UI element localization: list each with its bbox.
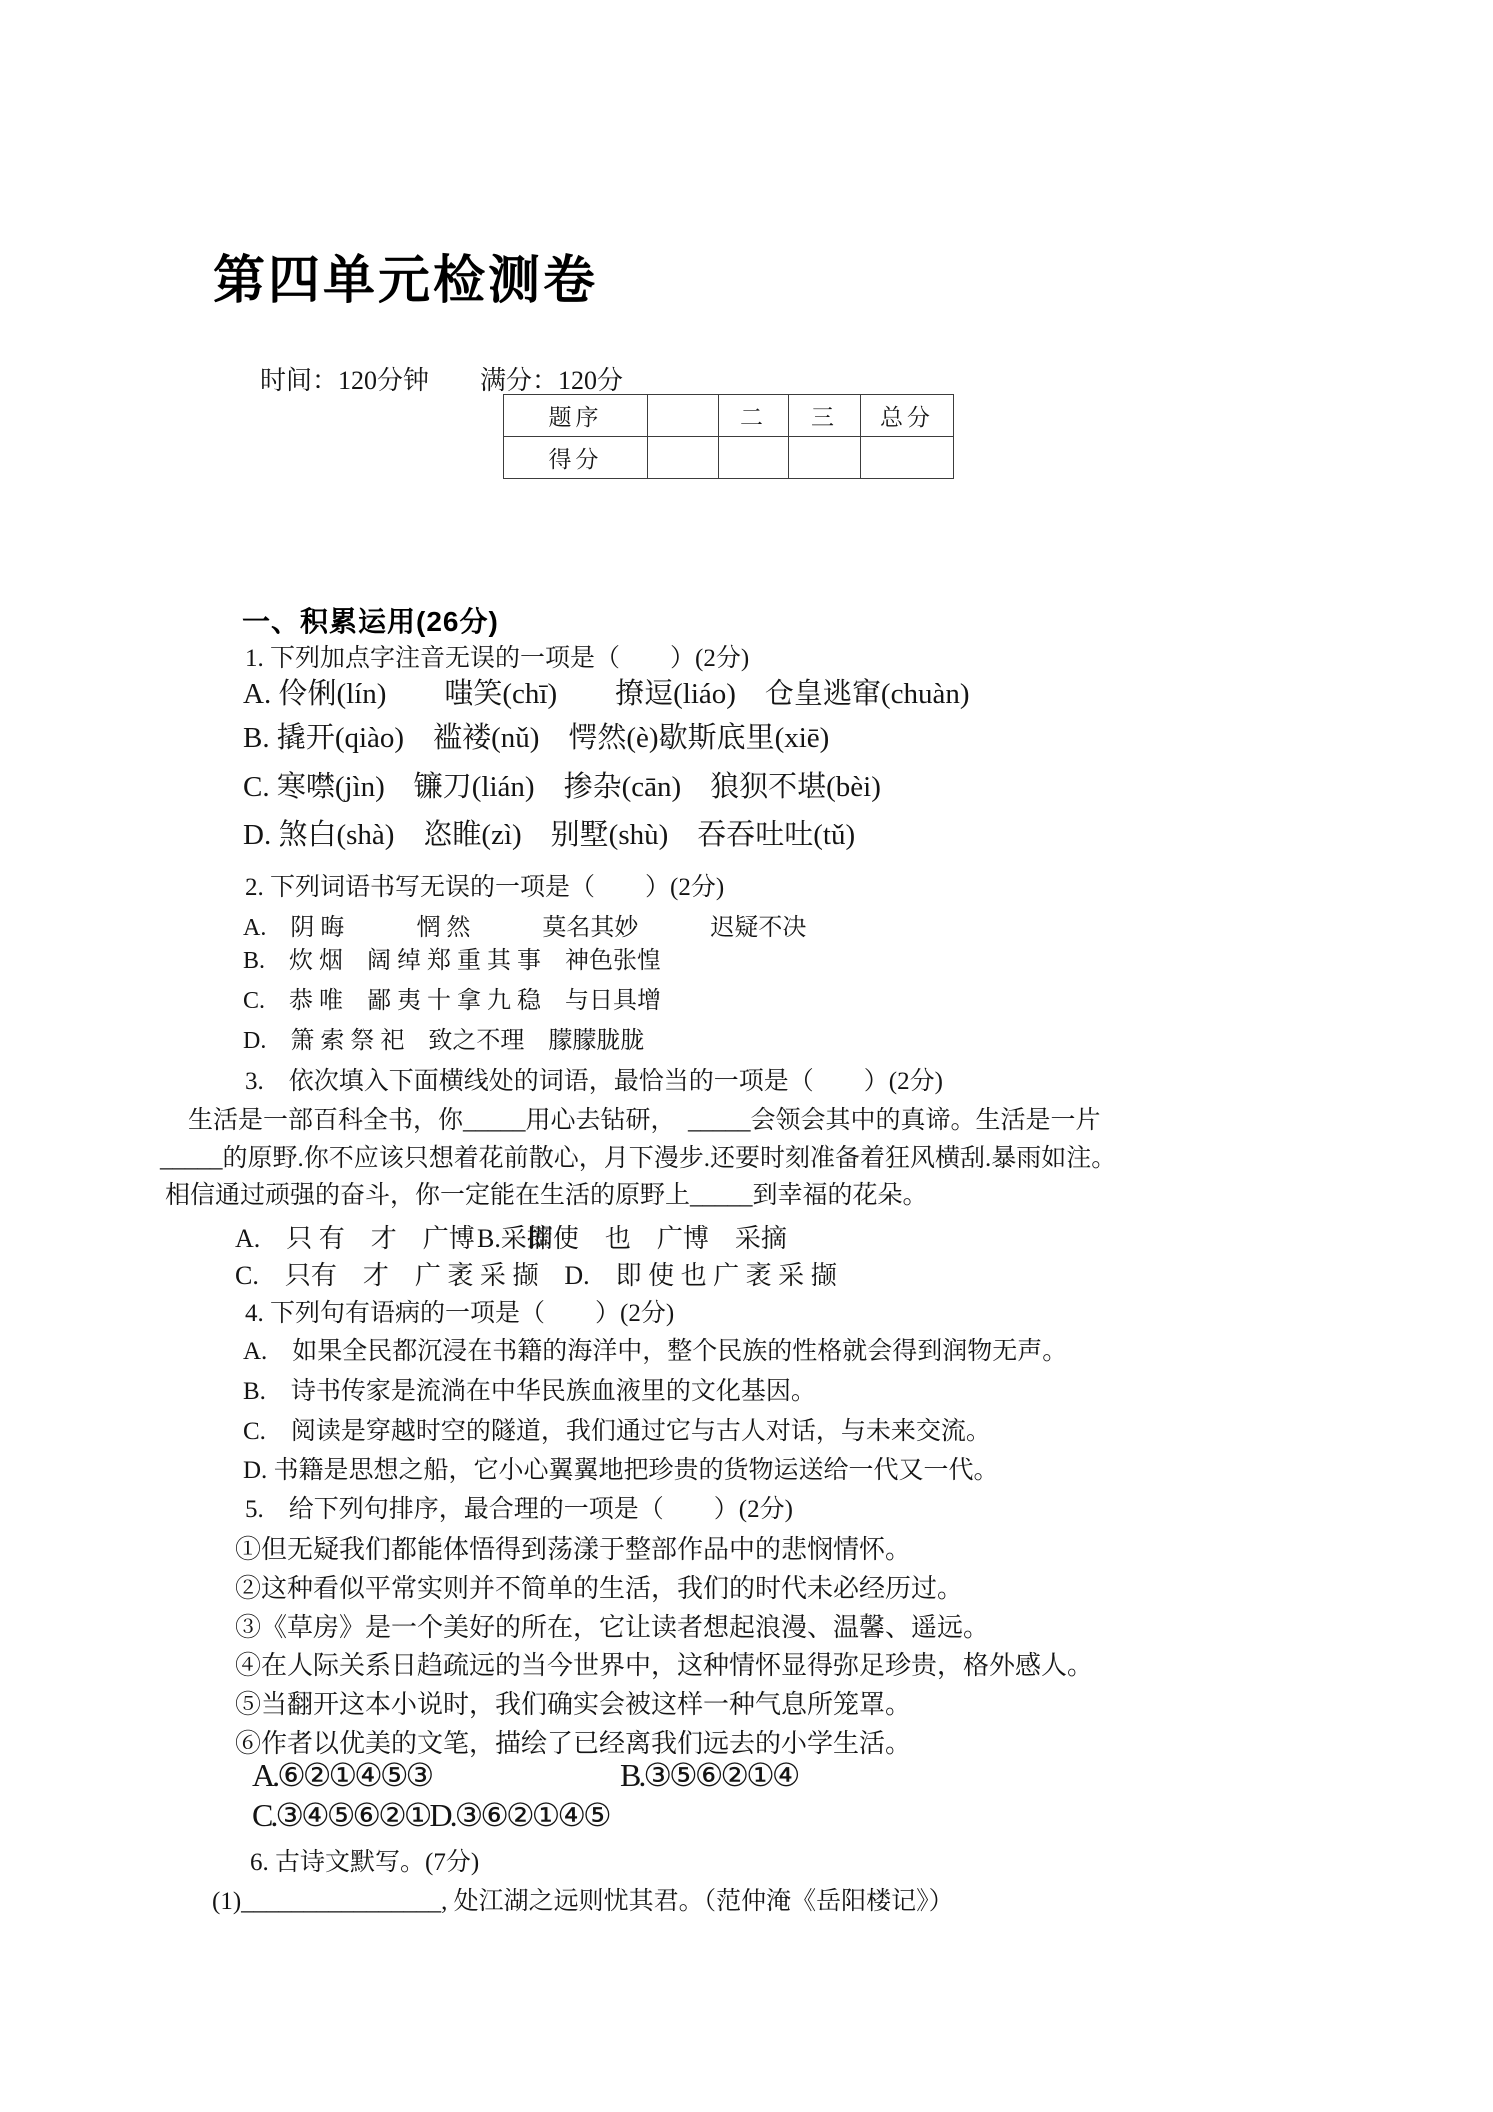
page-title: 第四单元检测卷 [213, 253, 599, 310]
score-table-cell: 总分 [861, 395, 954, 437]
score-table-cell [861, 437, 954, 479]
score-table [503, 394, 954, 479]
score-table-cell [789, 437, 861, 479]
q3-option-a: A. 只 有 才 广博 采摘 [235, 1224, 553, 1253]
score-table-cell: 三 [789, 395, 861, 437]
q3-options-cd: C. 只有 才 广 袤 采 撷 D. 即 使 也 广 袤 采 撷 [235, 1261, 837, 1290]
score-table-cell [648, 437, 719, 479]
q6-blank-item-1: (1)________________, 处江湖之远则忧其君。（范仲淹《岳阳楼记》） [212, 1888, 954, 1915]
score-table-cell-label: 题序 [504, 395, 648, 437]
q5-options-cd: C.③④⑤⑥②①D.③⑥②①④⑤ [252, 1797, 609, 1833]
q3-stem: 3. 依次填入下面横线处的词语，最恰当的一项是（ ）(2分) [245, 1068, 943, 1095]
q2-option-a: A. 阴 晦 惘 然 莫名其妙 迟疑不决 [243, 915, 807, 941]
q1-stem: 1. 下列加点字注音无误的一项是（ ）(2分) [245, 645, 750, 672]
time-label: 时间：120分钟 [260, 366, 430, 395]
q5-sentence-1: ①但无疑我们都能体悟得到荡漾于整部作品中的悲悯情怀。 [235, 1535, 912, 1564]
q3-option-b: B. 即使 也 广博 采摘 [477, 1224, 787, 1253]
q5-sentence-6: ⑥作者以优美的文笔，描绘了已经离我们远去的小学生活。 [235, 1729, 912, 1758]
q2-stem: 2. 下列词语书写无误的一项是（ ）(2分) [245, 874, 725, 901]
q5-stem: 5. 给下列句排序，最合理的一项是（ ）(2分) [245, 1496, 793, 1523]
q1-option-d: D. 煞白(shà) 恣睢(zì) 别墅(shù) 吞吞吐吐(tǔ) [243, 819, 856, 851]
q1-option-a: A. 伶俐(lín) 嗤笑(chī) 撩逗(liáo) 仓皇逃窜(chuàn) [243, 678, 970, 710]
q1-option-b: B. 撬开(qiào) 褴褛(nǔ) 愕然(è)歇斯底里(xiē) [243, 722, 830, 754]
q4-option-b: B. 诗书传家是流淌在中华民族血液里的文化基因。 [243, 1378, 816, 1405]
score-table-cell-label: 得分 [504, 437, 648, 479]
q2-option-b: B. 炊 烟 阔 绰 郑 重 其 事 神色张惶 [243, 948, 662, 974]
q3-passage-line-3: 相信通过顽强的奋斗，你一定能在生活的原野上_____到幸福的花朵。 [165, 1182, 928, 1209]
q5-sentence-4: ④在人际关系日趋疏远的当今世界中，这种情怀显得弥足珍贵，格外感人。 [235, 1651, 1094, 1680]
score-table-score-row [504, 437, 954, 479]
q5-sentence-5: ⑤当翻开这本小说时，我们确实会被这样一种气息所笼罩。 [235, 1690, 912, 1719]
q3-passage-line-2: _____的原野.你不应该只想着花前散心，月下漫步.还要时刻准备着狂风横刮.暴雨如注。 [160, 1145, 1117, 1172]
q1-option-c: C. 寒噤(jìn) 镰刀(lián) 掺杂(cān) 狼狈不堪(bèi) [243, 771, 881, 803]
q4-option-d: D. 书籍是思想之船，它小心翼翼地把珍贵的货物运送给一代又一代。 [243, 1457, 999, 1484]
q5-option-a: A.⑥②①④⑤③ [252, 1757, 432, 1793]
q6-stem: 6. 古诗文默写。(7分) [250, 1849, 480, 1876]
q2-option-c: C. 恭 唯 鄙 夷 十 拿 九 稳 与日具增 [243, 988, 662, 1014]
score-table-header-row [504, 395, 954, 437]
full-marks-label: 满分：120分 [480, 366, 624, 395]
q5-option-b: B.③⑤⑥②①④ [620, 1757, 798, 1793]
score-table-cell [648, 395, 719, 437]
score-table-cell: 二 [719, 395, 789, 437]
q3-passage-line-1: 生活是一部百科全书，你_____用心去钻研， _____会领会其中的真谛。生活是一片 [188, 1107, 1101, 1134]
q5-sentence-2: ②这种看似平常实则并不简单的生活，我们的时代未必经历过。 [235, 1574, 964, 1603]
q4-option-a: A. 如果全民都沉浸在书籍的海洋中，整个民族的性格就会得到润物无声。 [243, 1338, 1068, 1365]
q5-sentence-3: ③《草房》是一个美好的所在，它让读者想起浪漫、温馨、遥远。 [235, 1613, 990, 1642]
q4-option-c: C. 阅读是穿越时空的隧道，我们通过它与古人对话，与未来交流。 [243, 1418, 991, 1445]
score-table-cell [719, 437, 789, 479]
q2-option-d: D. 箫 索 祭 祀 致之不理 朦朦胧胧 [243, 1028, 645, 1054]
section-heading: 一、积累运用(26分) [242, 606, 499, 637]
q4-stem: 4. 下列句有语病的一项是（ ）(2分) [245, 1300, 675, 1327]
